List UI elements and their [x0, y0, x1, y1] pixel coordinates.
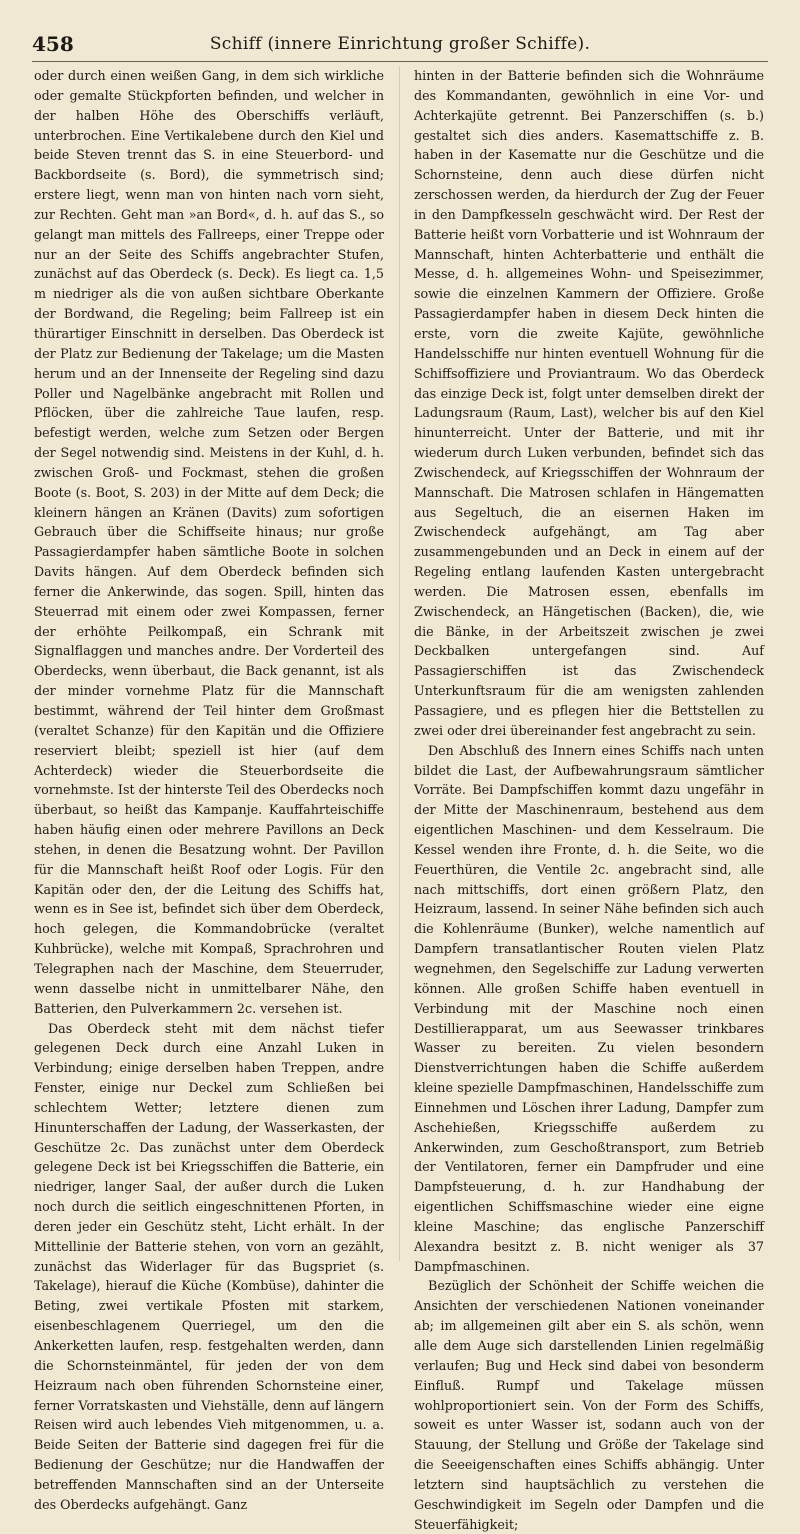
paragraph: hinten in der Batterie befinden sich die Wohnräume des Kommandanten, gewöhnlich in eine Vor- und Achterkajüte getrennt. Bei Panzerschiffen (s. b.) gestaltet sich dies anders. Kasemattschiffe z. B. haben in der Kasematte nur die Geschütze und die Schornsteine, denn auch diese dürfen nicht zerschossen werden, da hierdurch der Zug der Feuer in den Dampfkesseln geschwächt wird. Der Rest der Batterie heißt vorn Vorbatterie und ist Wohnraum der Mannschaft, hinten Achterbatterie und enthält die Messe, d. h. allgemeines Wohn- und Speisezimmer, sowie die einzelnen Kammern der Offiziere. Große Passagierdampfer haben in diesem Deck hinten die erste, vorn die zweite Kajüte, gewöhnliche Handelsschiffe nur hinten eventuell Wohnung für die Schiffsoffiziere und Proviantraum. Wo das Oberdeck das einzige Deck ist, folgt unter demselben direkt der Ladungsraum (Raum, Last), welcher bis auf den Kiel hinunterreicht. Unter der Batterie, und mit ihr wiederum durch Luken verbunden, befindet sich das Zwischendeck, auf Kriegsschiffen der Wohnraum der Mannschaft. Die Matrosen schlafen in Hängematten aus Segeltuch, die an eisernen Haken im Zwischendeck aufgehängt, am Tag aber zusammengebunden und an Deck in einem auf der Regeling entlang laufenden Kasten untergebracht werden. Die Matrosen essen, ebenfalls im Zwischendeck, an Hängetischen (Backen), die, wie die Bänke, in der Arbeitszeit zwischen je zwei Deckbalken untergefangen sind. Auf Passagierschiffen ist das Zwischendeck Unterkunftsraum für die am wenigsten zahlenden Passagiere, und es pflegen hier die Bettstellen zu zwei oder drei übereinander fest angebracht zu sein.: [414, 68, 764, 738]
paragraph: Bezüglich der Schönheit der Schiffe weichen die Ansichten der verschiedenen Nationen voneinander ab; im allgemeinen gilt aber ein S. als schön, wenn alle dem Auge sich darstellenden Linien regelmäßig verlaufen; Bug und Heck sind dabei von besonderm Einfluß. Rumpf und Takelage müssen wohlproportioniert sein. Von der Form des Schiffs, soweit es unter Wasser ist, sodann auch von der Stauung, der Stellung und Größe der Takelage sind die Seeeigenschaften eines Schiffs abhängig. Unter letztern sind hauptsächlich zu verstehen die Geschwindigkeit im Segeln oder Dampfen und die Steuerfähigkeit;: [414, 1278, 764, 1532]
left-column: [34, 66, 385, 1512]
right-column: [414, 66, 764, 1532]
paragraph: Den Abschluß des Innern eines Schiffs nach unten bildet die Last, der Aufbewahrungsraum sämtlicher Vorräte. Bei Dampfschiffen kommt dazu ungefähr in der Mitte der Maschinenraum, bestehend aus dem eigentlichen Maschinen- und dem Kesselraum. Die Kessel wenden ihre Fronte, d. h. die Seite, wo die Feuerthüren, die Ventile 2c. angebracht sind, alle nach mittschiffs, dort einen größern Platz, den Heizraum, lassend. In seiner Nähe befinden sich auch die Kohlenräume (Bunker), welche namentlich auf Dampfern transatlantischer Routen vielen Platz wegnehmen, den Segelschiffe zur Ladung verwerten können. Alle großen Schiffe haben eventuell in Verbindung mit der Maschine noch einen Destillierapparat, um aus Seewasser trinkbares Wasser zu bereiten. Zu vielen besondern Dienstverrichtungen haben die Schiffe außerdem kleine spezielle Dampfmaschinen, Handelsschiffe zum Einnehmen und Löschen ihrer Ladung, Dampfer zum Aschehießen, Kriegsschiffe außerdem zu Ankerwinden, zum Geschoßtransport, zum Betrieb der Ventilatoren, ferner ein Dampfruder und eine Dampfsteuerung, d. h. zur Handhabung der eigentlichen Schiffsmaschine wieder eine eigne kleine Maschine; das englische Panzerschiff Alexandra besitzt z. B. nicht weniger als 37 Dampfmaschinen.: [414, 742, 764, 1274]
page-header: [32, 30, 768, 60]
running-title: Schiff (innere Einrichtung großer Schiffe).: [209, 34, 591, 54]
paragraph: Das Oberdeck steht mit dem nächst tiefer gelegenen Deck durch eine Anzahl Luken in Verbindung; einige derselben haben Treppen, andre Fenster, einige nur Deckel zum Schließen bei schlechtem Wetter; letztere dienen zum Hinunterschaffen der Ladung, der Wasserkasten, der Geschütze 2c. Das zunächst unter dem Oberdeck gelegene Deck ist bei Kriegsschiffen die Batterie, ein niedriger, langer Saal, der außer durch die Luken noch durch die seitlich eingeschnittenen Pforten, in deren jeder ein Geschütz steht, Licht erhält. In der Mittellinie der Batterie stehen, von vorn an gezählt, zunächst das Widerlager für das Bugspriet (s. Takelage), hierauf die Küche (Kombüse), dahinter die Beting, zwei vertikale Pfosten mit starkem, eisenbeschlagenem Querriegel, um den die Ankerketten laufen, resp. festgehalten werden, dann die Schornsteinmäntel, für jeden der von dem Heizraum nach oben führenden Schornsteine einer, ferner Vorratskasten und Viehställe, denn auf längern Reisen wird auch lebendes Vieh mitgenommen, u. a. Beide Seiten der Batterie sind dagegen frei für die Bedienung der Geschütze; nur die Handwaffen der betreffenden Mannschaften sind an der Unterseite des Oberdecks aufgehängt. Ganz: [34, 1020, 384, 1512]
column-divider: [399, 66, 400, 1261]
paragraph: oder durch einen weißen Gang, in dem sich wirkliche oder gemalte Stückpforten befinden, und welcher in der halben Höhe des Oberschiffs verläuft, unterbrochen. Eine Vertikalebene durch den Kiel und beide Steven trennt das S. in eine Steuerbord- und Backbordseite (s. Bord), die symmetrisch sind; erstere liegt, wenn man von hinten nach vorn sieht, zur Rechten. Geht man »an Bord«, d. h. auf das S., so gelangt man mittels des Fallreeps, einer Treppe oder nur an der Seite des Schiffs angebrachter Stufen, zunächst auf das Oberdeck (s. Deck). Es liegt ca. 1,5 m niedriger als die von außen sichtbare Oberkante der Bordwand, die Regeling; beim Fallreep ist ein thürartiger Einschnitt in derselben. Das Oberdeck ist der Platz zur Bedienung der Takelage; um die Masten herum und an der Innenseite der Regeling sind dazu Poller und Nagelbänke angebracht mit Rollen und Pflöcken, über die zahlreiche Taue laufen, resp. befestigt werden, welche zum Setzen oder Bergen der Segel notwendig sind. Meistens in der Kuhl, d. h. zwischen Groß- und Fockmast, stehen die großen Boote (s. Boot, S. 203) in der Mitte auf dem Deck; die kleinern hängen an Kränen (Davits) zum sofortigen Gebrauch über die Schiffseite hinaus; nur große Passagierdampfer haben sämtliche Boote in solchen Davits hängen. Auf dem Oberdeck befinden sich ferner die Ankerwinde, das sogen. Spill, hinten das Steuerrad mit einem oder zwei Kompassen, ferner der erhöhte Peilkompaß, ein Schrank mit Signalflaggen und manches andre. Der Vorderteil des Oberdecks, wenn überbaut, die Back genannt, ist als der minder vornehme Platz für die Mannschaft bestimmt, während der Teil hinter dem Großmast (veraltet Schanze) für den Kapitän und die Offiziere reserviert bleibt; speziell ist hier (auf dem Achterdeck) wieder die Steuerbordseite die vornehmste. Ist der hinterste Teil des Oberdecks noch überbaut, so heißt das Kampanje. Kauffahrteischiffe haben häufig einen oder mehrere Pavillons an Deck stehen, in denen die Besatzung wohnt. Der Pavillon für die Mannschaft heißt Roof oder Logis. Für den Kapitän oder den, der die Leitung des Schiffs hat, wenn es in See ist, befindet sich über dem Oberdeck, hoch gelegen, die Kommandobrücke (veraltet Kuhbrücke), welche mit Kompaß, Sprachrohren und Telegraphen nach der Maschine, dem Steuerruder, wenn dasselbe nicht in unmittelbarer Nähe, den Batterien, den Pulverkammern 2c. versehen ist.: [34, 68, 385, 1016]
header-rule: [32, 61, 768, 62]
page-number: 458: [32, 32, 74, 56]
